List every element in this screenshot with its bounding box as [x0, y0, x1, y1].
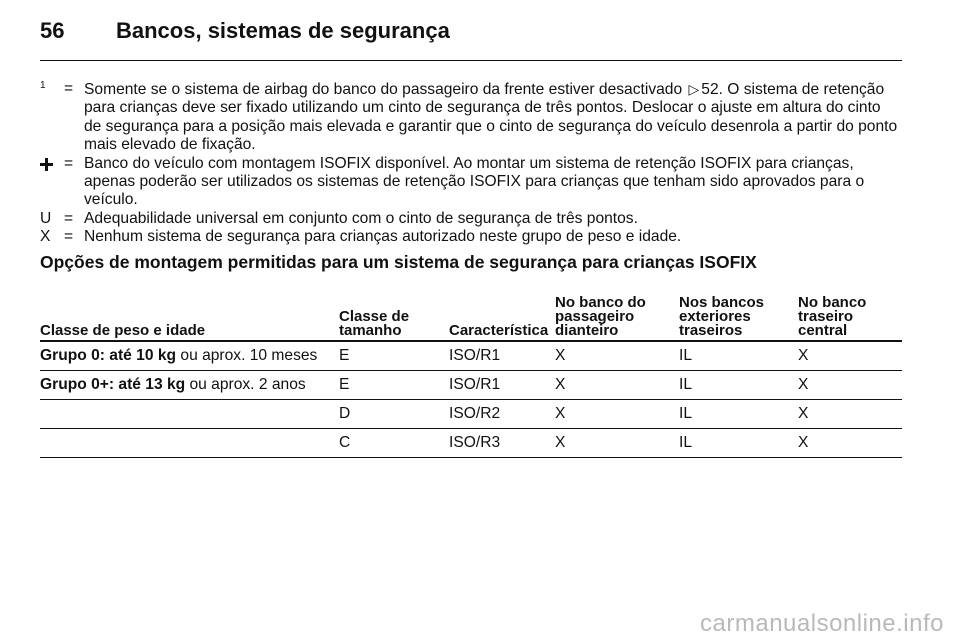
size-cell: E — [339, 347, 350, 364]
feature-cell: ISO/R2 — [449, 405, 501, 422]
feature-cell: ISO/R1 — [449, 376, 501, 393]
footnote-text: Banco do veículo com montagem ISOFIX disponível. Ao montar um sistema de retenção ISOFIX para crianças, apenas poderão ser utilizados os sistemas de retenção ISOFIX para crianças que tenham sido aprovados para o veículo. — [84, 154, 865, 209]
footnote-text: Adequabilidade universal em conjunto com o cinto de segurança de três pontos. — [84, 209, 638, 227]
weight-class-cell — [40, 347, 317, 365]
size-cell: E — [339, 376, 350, 393]
footnote-marker: X — [40, 228, 51, 246]
group-rest: ou aprox. 2 anos — [185, 376, 306, 393]
group-rest: ou aprox. 10 meses — [176, 347, 318, 364]
table-row — [40, 429, 902, 458]
footnote-x — [40, 228, 902, 246]
plus-icon — [40, 158, 53, 171]
footnote-u — [40, 210, 902, 228]
page-title: Bancos, sistemas de segurança — [116, 18, 450, 43]
watermark: carmanualsonline.info — [700, 610, 944, 637]
footnote-1 — [40, 80, 902, 155]
front-cell: X — [555, 434, 566, 451]
header-size-class: Classe de tamanho — [339, 308, 410, 339]
footnote-text-part: Somente se o sistema de airbag do banco do passageiro da frente estiver desactivado — [84, 81, 683, 98]
front-cell: X — [555, 376, 566, 393]
outer-cell: IL — [679, 347, 693, 364]
table-header — [40, 282, 902, 342]
equals-sign: = — [64, 228, 74, 246]
page-header — [40, 14, 902, 61]
front-cell: X — [555, 347, 566, 364]
arrow-right-icon: ▷ — [688, 81, 700, 97]
size-cell: C — [339, 434, 351, 451]
feature-cell: ISO/R3 — [449, 434, 501, 451]
group-bold: Grupo 0: até 10 kg — [40, 347, 177, 364]
group-bold: Grupo 0+: até 13 kg — [40, 376, 186, 393]
outer-cell: IL — [679, 405, 693, 422]
table-row — [40, 371, 902, 400]
footnote-marker: 1 — [40, 80, 46, 91]
header-outer-rear: Nos bancos exteriores traseiros — [679, 294, 765, 339]
header-center-rear: No banco traseiro central — [798, 294, 867, 339]
table-row — [40, 400, 902, 429]
footnote-marker: U — [40, 209, 52, 227]
header-front-seat: No banco do passageiro dianteiro — [555, 294, 646, 339]
equals-sign: = — [64, 154, 74, 172]
outer-cell: IL — [679, 434, 693, 451]
center-cell: X — [798, 376, 809, 393]
weight-class-cell — [40, 376, 306, 394]
equals-sign: = — [64, 209, 74, 227]
center-cell: X — [798, 347, 809, 364]
footnote-marker — [40, 155, 64, 210]
size-cell: D — [339, 405, 351, 422]
page-number: 56 — [40, 18, 65, 43]
feature-cell: ISO/R1 — [449, 347, 501, 364]
footnote-isofix — [40, 155, 902, 210]
footnotes — [40, 80, 902, 247]
equals-sign: = — [64, 80, 74, 97]
footnote-text: Nenhum sistema de segurança para crianças autorizado neste grupo de peso e idade. — [84, 228, 682, 246]
header-feature: Característica — [449, 322, 549, 339]
footnote-text-part: 52. O sistema de retenção para crianças deve ser fixado utilizando um cinto de segurança de três pontos. Deslocar o ajuste em altura do cinto de segurança para a posição mais elevada e garantir que o cinto de segurança do veículo desenrola a partir do ponto mais elevado de fixação. — [84, 81, 898, 154]
front-cell: X — [555, 405, 566, 422]
section-title: Opções de montagem permitidas para um sistema de segurança para crianças ISOFIX — [40, 252, 757, 272]
isofix-table — [40, 282, 902, 458]
header-weight-class: Classe de peso e idade — [40, 322, 206, 339]
center-cell: X — [798, 434, 809, 451]
footnote-text — [84, 80, 902, 155]
outer-cell: IL — [679, 376, 693, 393]
table-row — [40, 342, 902, 371]
center-cell: X — [798, 405, 809, 422]
